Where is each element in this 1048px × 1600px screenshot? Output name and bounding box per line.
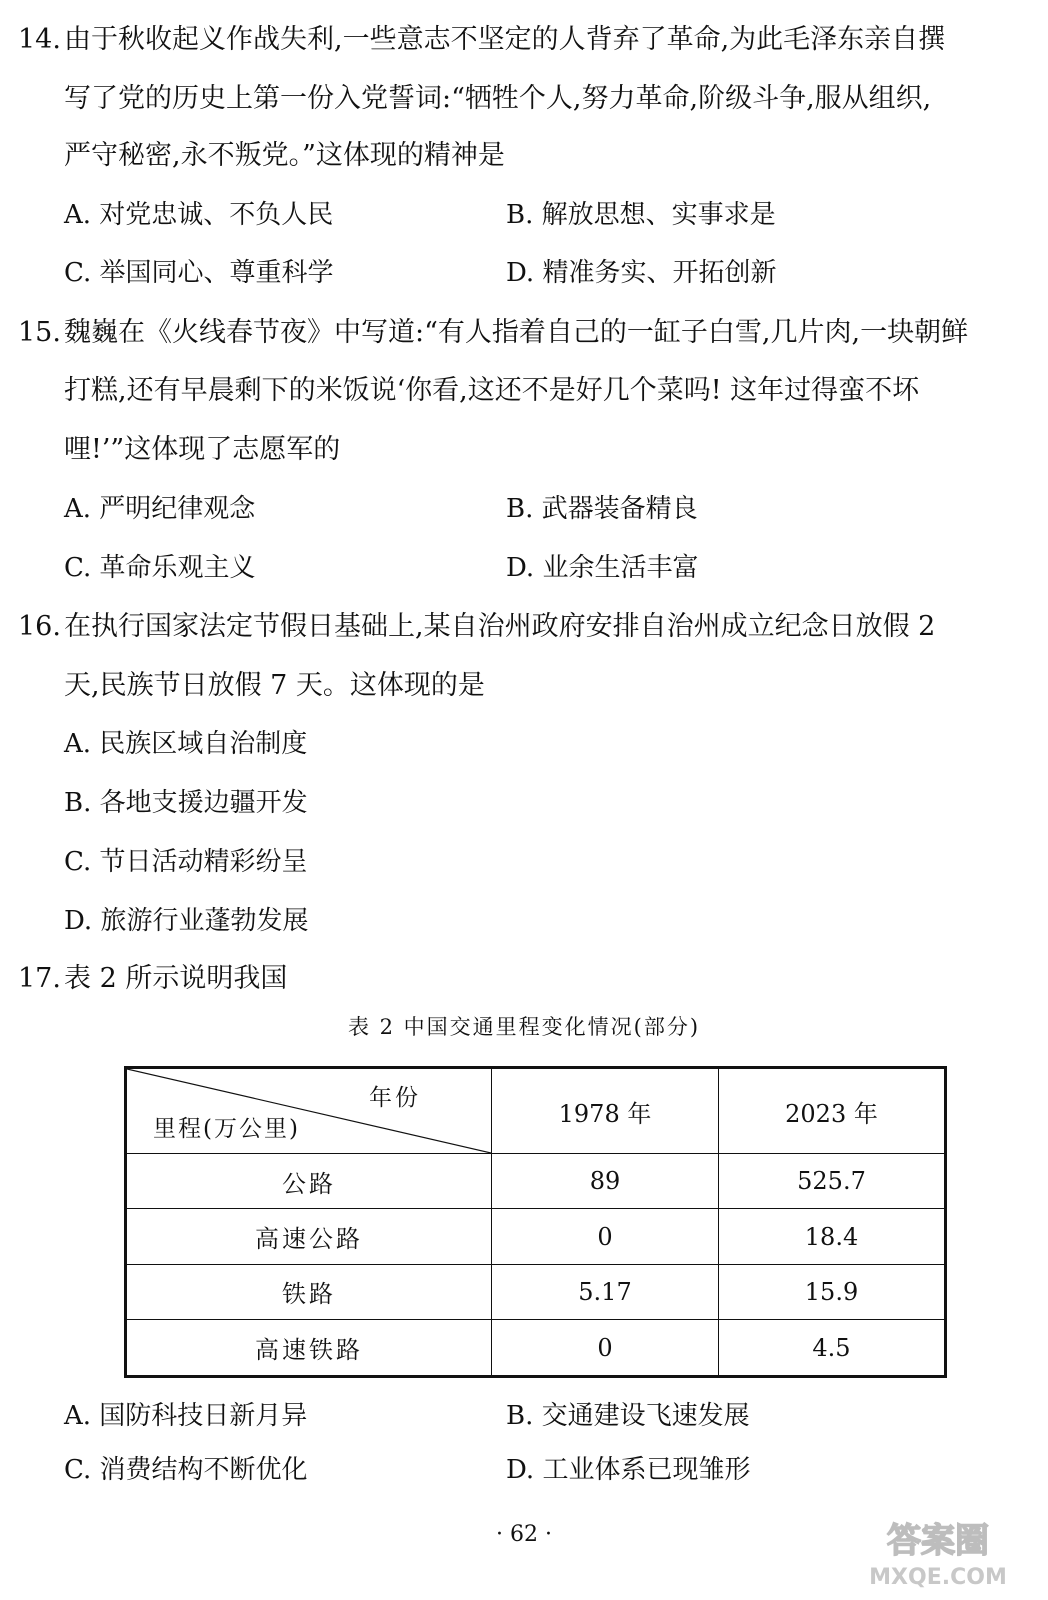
table-row [126, 1264, 946, 1319]
table-cell: 0 [492, 1320, 719, 1377]
option-d: D. 工业体系已现雏形 [506, 1455, 751, 1485]
column-header: 1978 年 [492, 1068, 719, 1154]
question-text-line: 严守秘密,永不叛党。”这体现的精神是 [64, 140, 505, 171]
table-row [126, 1154, 946, 1209]
option-c: C. 革命乐观主义 [64, 553, 256, 583]
option-a: A. 严明纪律观念 [64, 494, 256, 524]
question-text-line: 天,民族节日放假 7 天。这体现的是 [64, 670, 485, 701]
table-row [126, 1209, 946, 1264]
question-number: 17. [18, 963, 61, 994]
question-number: 16. [18, 611, 61, 642]
question-number: 14. [18, 24, 61, 55]
option-c: C. 举国同心、尊重科学 [64, 258, 334, 288]
question-text-line: 魏巍在《火线春节夜》中写道:“有人指着自己的一缸子白雪,几片肉,一块朝鲜 [64, 317, 969, 348]
table-header-row [126, 1068, 946, 1154]
watermark-line2: MXQE.COM [869, 1565, 1007, 1590]
table-row [126, 1320, 946, 1377]
table-caption: 表 2 中国交通里程变化情况(部分) [347, 1015, 701, 1039]
column-header: 2023 年 [719, 1068, 946, 1154]
question-text-line: 表 2 所示说明我国 [64, 963, 288, 994]
option-b: B. 各地支援边疆开发 [64, 788, 308, 818]
header-mileage-label: 里程(万公里) [153, 1116, 300, 1142]
question-text-line: 打糕,还有早晨剩下的米饭说‘你看,这还不是好几个菜吗! 这年过得蛮不坏 [64, 375, 920, 406]
question-text-line: 写了党的历史上第一份入党誓词:“牺牲个人,努力革命,阶级斗争,服从组织, [64, 83, 932, 114]
question-text-line: 由于秋收起义作战失利,一些意志不坚定的人背弃了革命,为此毛泽东亲自撰 [64, 24, 946, 55]
table-cell: 15.9 [719, 1264, 946, 1319]
table-cell: 525.7 [719, 1154, 946, 1209]
question-number: 15. [18, 317, 61, 348]
table-cell: 18.4 [719, 1209, 946, 1264]
option-d: D. 旅游行业蓬勃发展 [64, 906, 309, 936]
option-d: D. 业余生活丰富 [506, 553, 699, 583]
table-cell: 0 [492, 1209, 719, 1264]
option-c: C. 节日活动精彩纷呈 [64, 847, 308, 877]
question-text-line: 在执行国家法定节假日基础上,某自治州政府安排自治州成立纪念日放假 2 [64, 611, 936, 642]
option-b: B. 解放思想、实事求是 [506, 200, 776, 230]
watermark-line1: 答案圈 [887, 1521, 989, 1561]
option-b: B. 武器装备精良 [506, 494, 698, 524]
row-label: 铁路 [126, 1264, 492, 1319]
table-cell: 4.5 [719, 1320, 946, 1377]
option-c: C. 消费结构不断优化 [64, 1455, 308, 1485]
question-text-line: 哩!’”这体现了志愿军的 [64, 434, 341, 465]
table-cell: 5.17 [492, 1264, 719, 1319]
table-cell: 89 [492, 1154, 719, 1209]
option-d: D. 精准务实、开拓创新 [506, 258, 777, 288]
page-number: · 62 · [496, 1522, 552, 1547]
watermark-logo [838, 1512, 1038, 1592]
header-year-label: 年份 [369, 1085, 421, 1111]
row-label: 高速公路 [126, 1209, 492, 1264]
row-label: 公路 [126, 1154, 492, 1209]
mileage-table [124, 1066, 947, 1378]
row-label: 高速铁路 [126, 1320, 492, 1377]
option-a: A. 民族区域自治制度 [64, 729, 308, 759]
option-a: A. 对党忠诚、不负人民 [64, 200, 334, 230]
diagonal-header-cell [126, 1068, 492, 1154]
option-a: A. 国防科技日新月异 [64, 1401, 308, 1431]
option-b: B. 交通建设飞速发展 [506, 1401, 750, 1431]
